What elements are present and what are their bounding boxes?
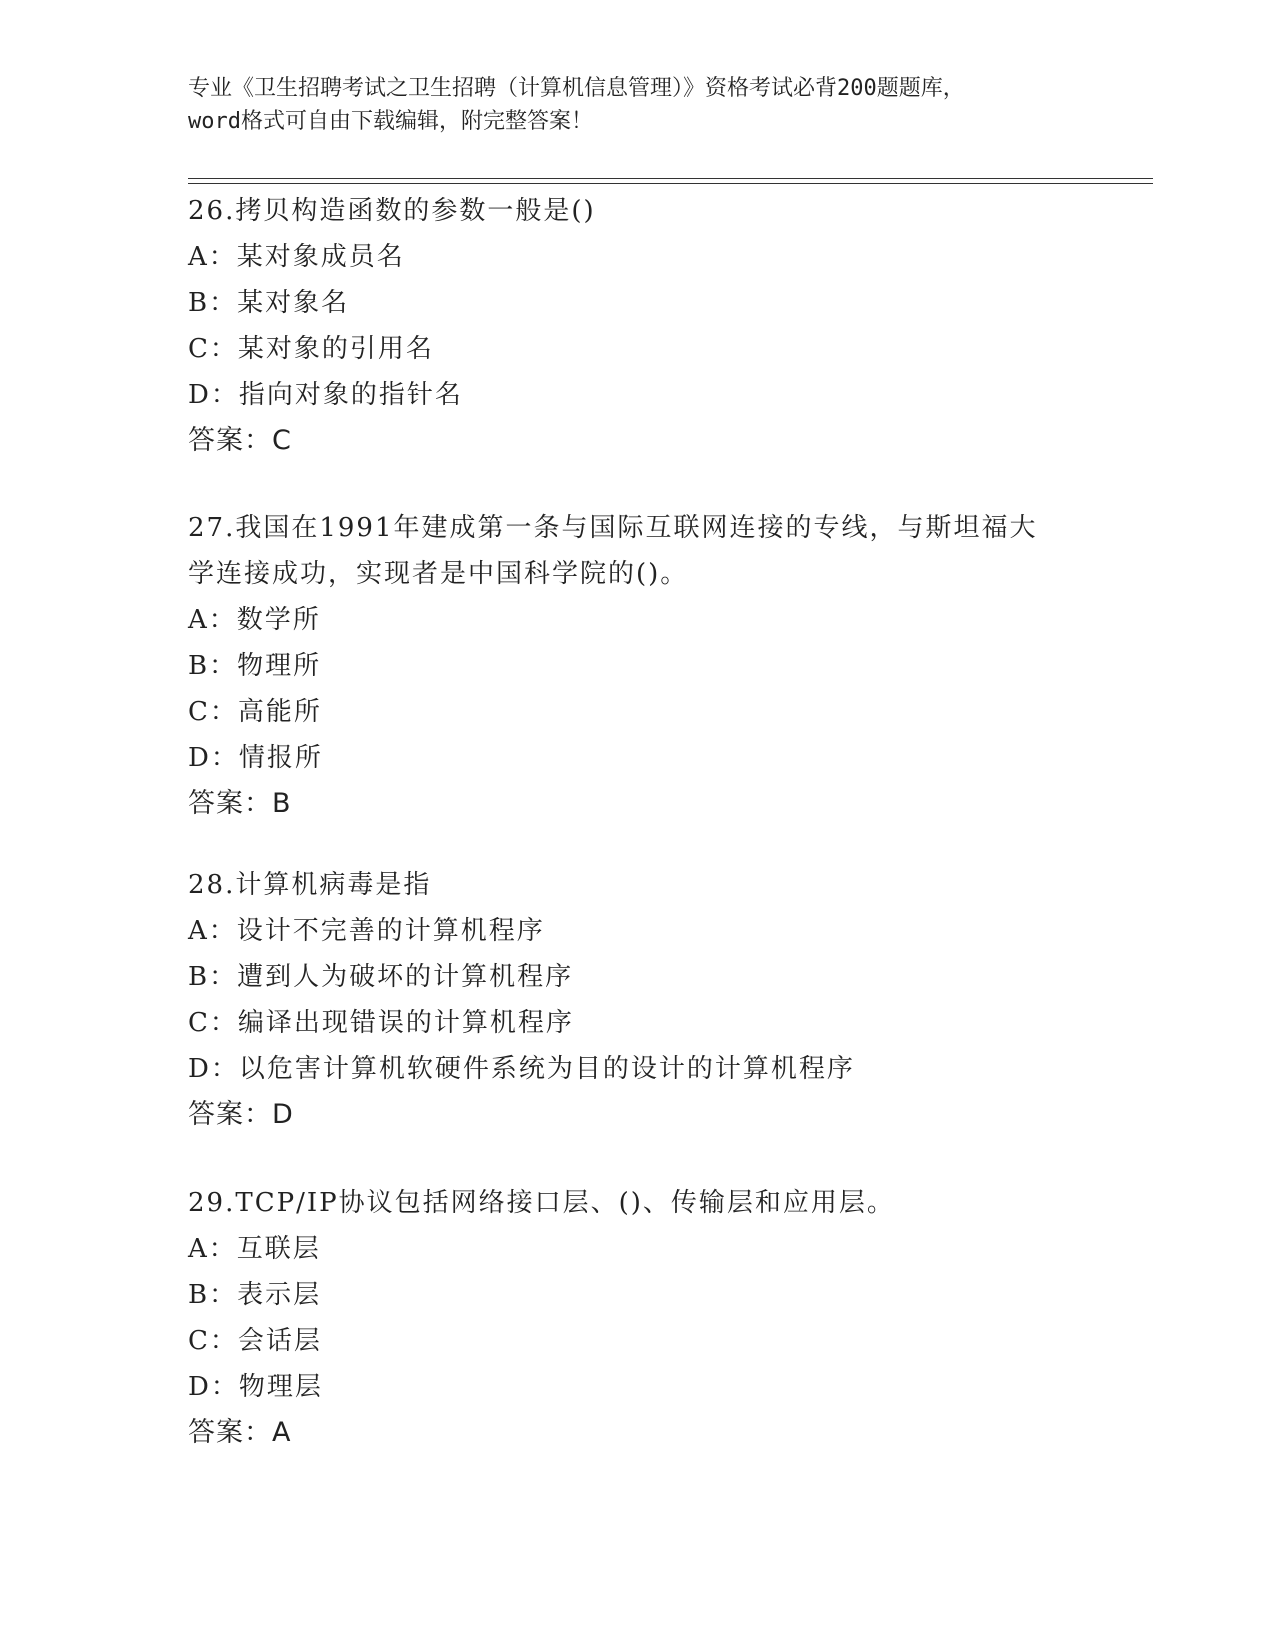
question-text-line-2: 学连接成功，实现者是中国科学院的()。 — [188, 559, 689, 589]
question-29 — [188, 1180, 1088, 1456]
question-26 — [188, 188, 1088, 464]
question-text: 28.计算机病毒是指 — [188, 870, 432, 900]
option-a: A：某对象成员名 — [188, 242, 405, 272]
option-d: D：指向对象的指针名 — [188, 380, 463, 410]
header-divider-bottom — [188, 183, 1153, 184]
option-d: D：情报所 — [188, 743, 323, 773]
answer: 答案：D — [188, 1099, 294, 1130]
option-c: C：某对象的引用名 — [188, 334, 434, 364]
option-b: B：遭到人为破坏的计算机程序 — [188, 962, 574, 992]
question-27 — [188, 505, 1088, 827]
option-b: B：某对象名 — [188, 288, 350, 318]
option-a: A：互联层 — [188, 1234, 321, 1264]
option-b: B：表示层 — [188, 1280, 322, 1310]
option-b: B：物理所 — [188, 651, 322, 681]
answer: 答案：B — [188, 788, 292, 819]
answer: 答案：A — [188, 1417, 292, 1448]
question-28 — [188, 862, 1088, 1138]
option-a: A：设计不完善的计算机程序 — [188, 916, 545, 946]
question-text: 29.TCP/IP协议包括网络接口层、()、传输层和应用层。 — [188, 1188, 895, 1218]
header-line-1: 专业《卫生招聘考试之卫生招聘（计算机信息管理）》资格考试必背200题题库， — [188, 76, 965, 101]
option-d: D：以危害计算机软硬件系统为目的设计的计算机程序 — [188, 1054, 855, 1084]
document-header — [188, 72, 1088, 138]
header-line-2: word格式可自由下载编辑，附完整答案！ — [188, 109, 593, 134]
option-c: C：高能所 — [188, 697, 322, 727]
answer: 答案：C — [188, 425, 292, 456]
option-a: A：数学所 — [188, 605, 321, 635]
question-text-line-1: 27.我国在1991年建成第一条与国际互联网连接的专线，与斯坦福大 — [188, 513, 1038, 543]
option-c: C：编译出现错误的计算机程序 — [188, 1008, 574, 1038]
question-text: 26.拷贝构造函数的参数一般是() — [188, 196, 596, 226]
header-divider-top — [188, 178, 1153, 179]
option-d: D：物理层 — [188, 1372, 323, 1402]
option-c: C：会话层 — [188, 1326, 322, 1356]
